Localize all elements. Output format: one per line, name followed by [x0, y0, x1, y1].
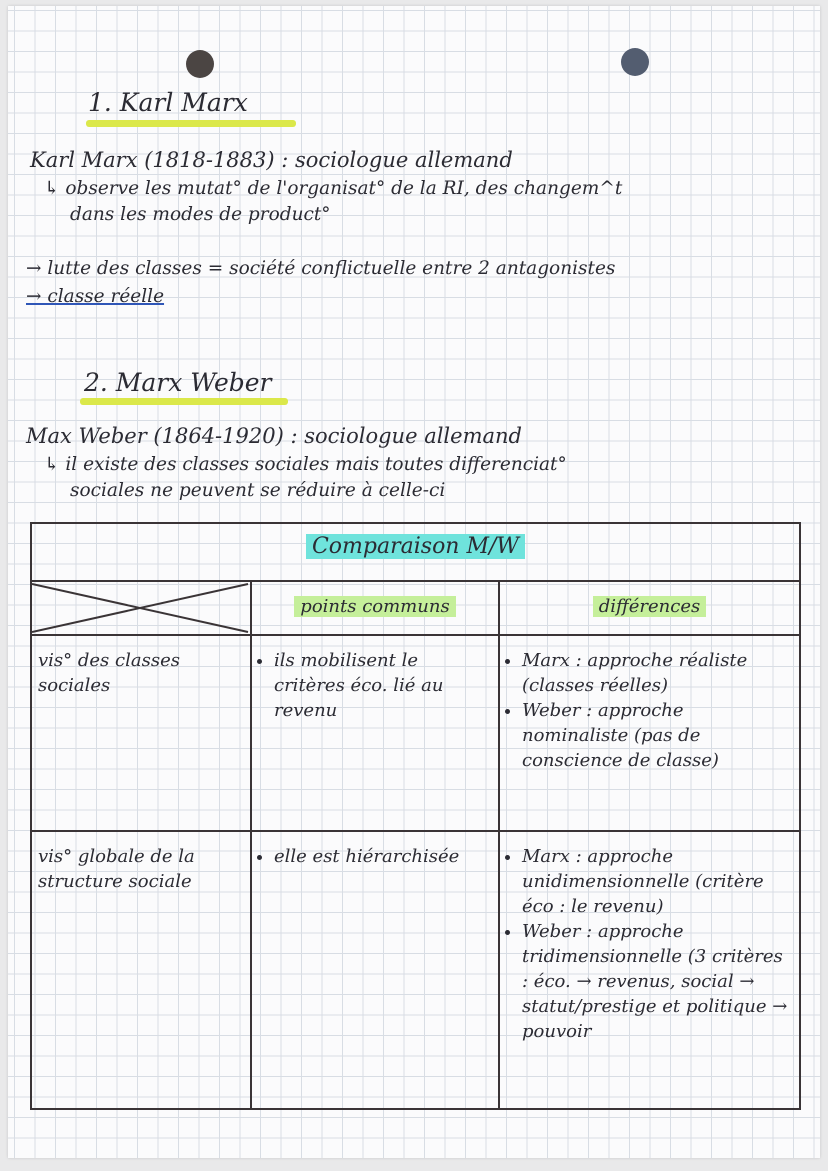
header-diff-cell	[500, 582, 799, 634]
title-highlight	[80, 398, 288, 405]
section1-line2: ↳ observe les mutat° de l'organisat° de la RI, des changem^t	[44, 178, 623, 199]
section2-line1: Max Weber (1864-1920) : sociologue allemand	[26, 424, 522, 448]
row2-common	[252, 832, 498, 1108]
list-item: • Marx : approche unidimensionnelle (critère éco : le revenu)	[522, 844, 793, 919]
header-common: points communs	[294, 596, 455, 617]
empty-header-cell	[32, 582, 250, 634]
row2-label: vis° globale de la structure sociale	[38, 846, 195, 892]
section2-line2: ↳ il existe des classes sociales mais toutes differenciat°	[44, 454, 567, 475]
section1-line1: Karl Marx (1818-1883) : sociologue allemand	[30, 148, 513, 172]
header-diff: différences	[593, 596, 707, 617]
section1-line3: dans les modes de product°	[70, 204, 331, 225]
section1-title: 1. Karl Marx	[88, 88, 248, 117]
list-item: • Marx : approche réaliste (classes réelles)	[522, 648, 793, 698]
comparison-table	[30, 522, 801, 1110]
row1-diff	[500, 636, 799, 830]
list-item: • elle est hiérarchisée	[274, 844, 492, 869]
section1-line5: → classe réelle	[26, 286, 165, 307]
table-title: Comparaison M/W	[306, 534, 525, 559]
title-highlight	[86, 120, 296, 127]
punch-hole-right	[621, 48, 649, 76]
list-item: • Weber : approche tridimensionnelle (3 critères : éco. → revenus, social → statut/prestige et politique → pouvoir	[522, 919, 793, 1044]
row1-label: vis° des classes sociales	[38, 650, 180, 696]
punch-hole-left	[186, 50, 214, 78]
list-item: • ils mobilisent le critères éco. lié au revenu	[274, 648, 492, 723]
row1-common	[252, 636, 498, 830]
row2-diff	[500, 832, 799, 1108]
notebook-page	[8, 6, 820, 1158]
section1-line4: → lutte des classes = société conflictuelle entre 2 antagonistes	[26, 258, 616, 279]
header-common-cell	[252, 582, 498, 634]
divider	[250, 582, 252, 1108]
table-title-cell	[32, 524, 799, 580]
section2-title: 2. Marx Weber	[84, 368, 272, 397]
section2-line3: sociales ne peuvent se réduire à celle-ci	[70, 480, 446, 501]
cross-out-icon	[32, 582, 250, 634]
divider	[498, 582, 500, 1108]
list-item: • Weber : approche nominaliste (pas de conscience de classe)	[522, 698, 793, 773]
